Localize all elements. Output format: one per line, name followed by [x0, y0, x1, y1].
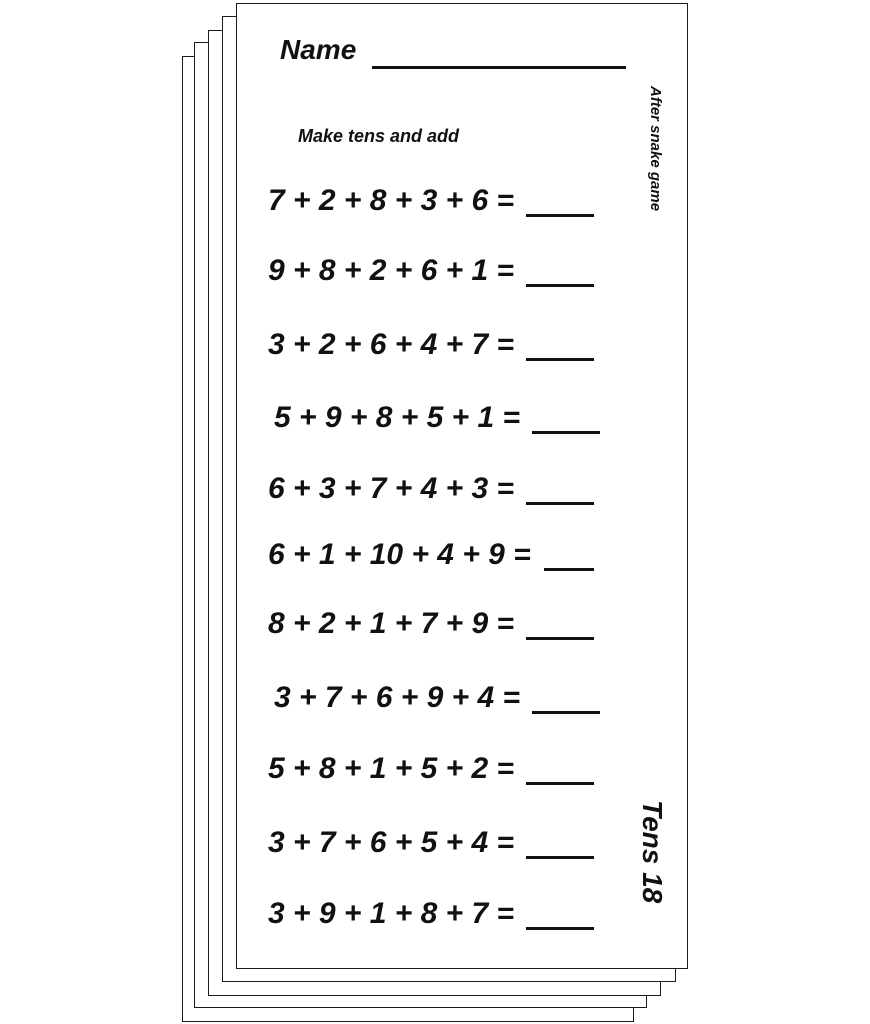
- problem-6: 6 + 1 + 10 + 4 + 9 =: [268, 538, 531, 571]
- answer-line-10: [526, 856, 594, 859]
- problem-5: 6 + 3 + 7 + 4 + 3 =: [268, 472, 515, 505]
- answer-line-4: [532, 431, 600, 434]
- problem-10: 3 + 7 + 6 + 5 + 4 =: [268, 826, 515, 859]
- problem-9: 5 + 8 + 1 + 5 + 2 =: [268, 752, 515, 785]
- answer-line-5: [526, 502, 594, 505]
- answer-line-1: [526, 214, 594, 217]
- problem-3: 3 + 2 + 6 + 4 + 7 =: [268, 328, 515, 361]
- answer-line-6: [544, 568, 594, 571]
- name-answer-line: [372, 66, 626, 69]
- problem-2: 9 + 8 + 2 + 6 + 1 =: [268, 254, 515, 287]
- side-note: After snake game: [647, 86, 664, 212]
- name-label: Name: [280, 34, 357, 65]
- problem-8: 3 + 7 + 6 + 9 + 4 =: [274, 681, 521, 714]
- answer-line-3: [526, 358, 594, 361]
- answer-line-9: [526, 782, 594, 785]
- instruction-text: Make tens and add: [298, 126, 460, 146]
- worksheet-title: Tens 18: [637, 800, 668, 904]
- problem-7: 8 + 2 + 1 + 7 + 9 =: [268, 607, 515, 640]
- answer-line-2: [526, 284, 594, 287]
- problem-11: 3 + 9 + 1 + 8 + 7 =: [268, 897, 515, 930]
- problem-1: 7 + 2 + 8 + 3 + 6 =: [268, 184, 515, 217]
- answer-line-11: [526, 927, 594, 930]
- answer-line-7: [526, 637, 594, 640]
- problem-4: 5 + 9 + 8 + 5 + 1 =: [274, 401, 521, 434]
- answer-line-8: [532, 711, 600, 714]
